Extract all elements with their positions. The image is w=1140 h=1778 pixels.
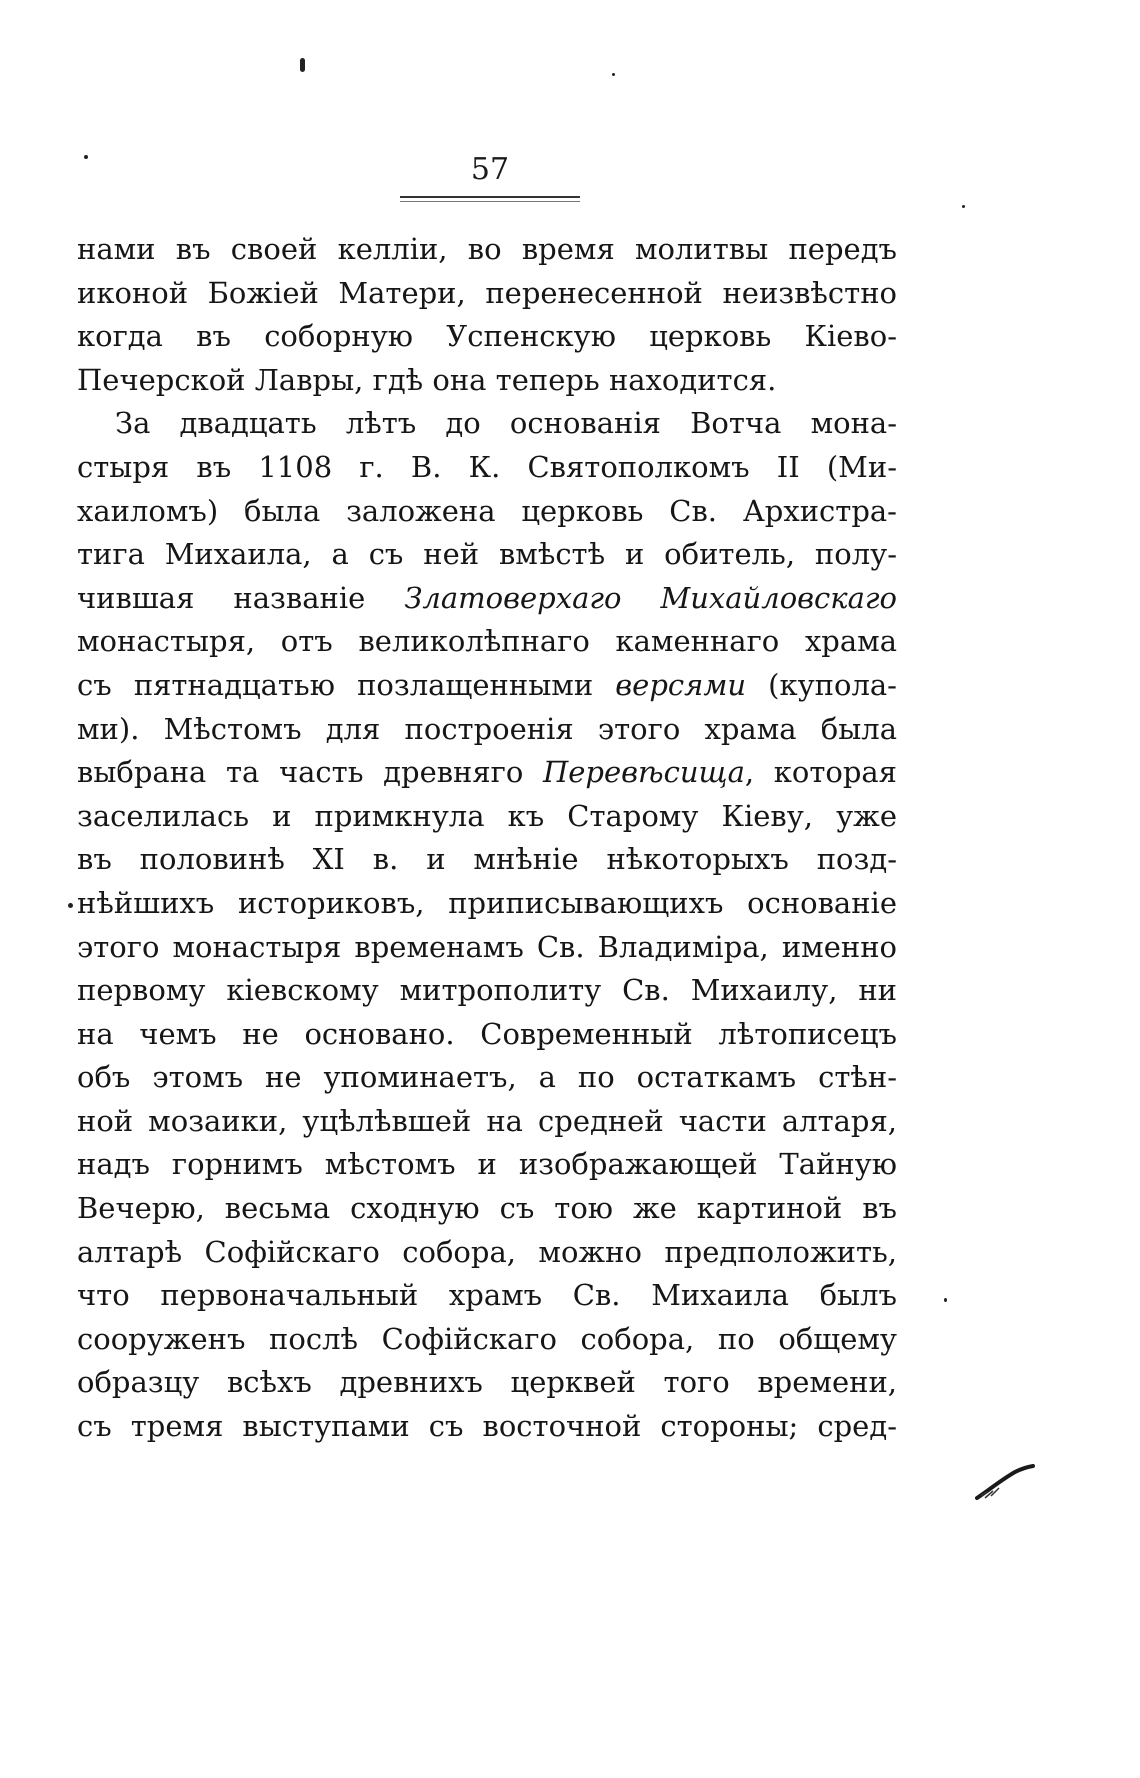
pen-stroke-mark	[975, 1462, 1035, 1502]
italic-text: версями	[615, 667, 747, 702]
text-line	[77, 228, 897, 272]
header-rule-thin	[400, 201, 580, 202]
text-line	[77, 490, 897, 534]
text-segment: сооруженъ послѣ Софійскаго собора, по общему	[77, 1321, 897, 1356]
text-line	[77, 926, 897, 970]
text-segment: заселилась и примкнула къ Старому Кіеву, уже	[77, 798, 897, 833]
text-line	[77, 402, 897, 446]
text-segment: ной мозаики, уцѣлѣвшей на средней части алтаря,	[77, 1103, 897, 1138]
text-line	[77, 1187, 897, 1231]
text-line	[77, 1318, 897, 1362]
text-segment: съ пятнадцатью позлащенными	[77, 667, 616, 702]
ink-speck	[944, 1298, 947, 1302]
text-line	[77, 533, 897, 577]
body-text	[77, 228, 897, 1449]
text-segment: За двадцать лѣтъ до основанія Вотча мона-	[115, 406, 897, 441]
text-line	[77, 1100, 897, 1144]
text-line	[77, 577, 897, 621]
text-segment: когда въ соборную Успенскую церковь Кіево-	[77, 319, 897, 354]
text-segment: Вечерю, весьма сходную съ тою же картиной въ	[77, 1191, 897, 1226]
ink-speck	[68, 903, 73, 908]
page-number: 57	[470, 152, 510, 187]
text-line	[77, 751, 897, 795]
text-line	[77, 795, 897, 839]
text-segment: стыря въ 1108 г. В. К. Святополкомъ II (Ми-	[77, 449, 897, 484]
text-segment: въ половинѣ XI в. и мнѣніе нѣкоторыхъ позд-	[77, 842, 897, 877]
header-rule	[400, 196, 580, 198]
text-segment: монастыря, отъ великолѣпнаго каменнаго храма	[77, 624, 897, 659]
text-segment: иконой Божіей Матери, перенесенной неизвѣстно	[77, 275, 897, 310]
text-line	[77, 1231, 897, 1275]
text-segment: образцу всѣхъ древнихъ церквей того времени,	[77, 1365, 897, 1400]
text-line	[77, 1361, 897, 1405]
text-line	[77, 708, 897, 752]
text-segment: ми). Мѣстомъ для построенія этого храма была	[77, 711, 897, 746]
text-segment: первому кіевскому митрополиту Св. Михаилу, ни	[77, 973, 897, 1008]
text-segment: Печерской Лавры, гдѣ она теперь находится.	[77, 362, 777, 397]
text-line	[77, 882, 897, 926]
text-line	[77, 838, 897, 882]
text-segment: съ тремя выступами съ восточной стороны; сред-	[77, 1409, 897, 1444]
text-segment: алтарѣ Софійскаго собора, можно предположить,	[77, 1234, 897, 1269]
text-line	[77, 664, 897, 708]
text-line	[77, 272, 897, 316]
text-line	[77, 315, 897, 359]
text-segment: , которая	[744, 755, 897, 790]
text-line	[77, 969, 897, 1013]
text-segment: нѣйшихъ историковъ, приписывающихъ основаніе	[77, 885, 897, 920]
text-line	[77, 446, 897, 490]
text-segment: хаиломъ) была заложена церковь Св. Архистра-	[77, 493, 897, 528]
text-line	[77, 620, 897, 664]
italic-text: Златоверхаго Михайловскаго	[404, 580, 897, 615]
text-line	[77, 359, 897, 403]
text-segment: выбрана та часть древняго	[77, 755, 543, 790]
text-segment: что первоначальный храмъ Св. Михаила былъ	[77, 1278, 897, 1313]
text-line	[77, 1274, 897, 1318]
text-line	[77, 1013, 897, 1057]
ink-speck	[84, 155, 88, 159]
text-segment: (купола-	[746, 667, 897, 702]
text-segment: тига Михаила, а съ ней вмѣстѣ и обитель, полу-	[77, 537, 897, 572]
text-line	[77, 1405, 897, 1449]
text-line	[77, 1143, 897, 1187]
ink-speck	[962, 205, 965, 208]
text-line	[77, 1056, 897, 1100]
text-segment: надъ горнимъ мѣстомъ и изображающей Тайную	[77, 1147, 897, 1182]
text-segment: нами въ своей келліи, во время молитвы передъ	[77, 232, 897, 266]
text-segment: чившая названіе	[77, 580, 405, 615]
italic-text: Перевѣсища	[542, 755, 745, 790]
text-segment: на чемъ не основано. Современный лѣтописецъ	[77, 1016, 897, 1051]
text-segment: объ этомъ не упоминаетъ, а по остаткамъ стѣн-	[77, 1060, 897, 1095]
text-segment: этого монастыря временамъ Св. Владиміра, именно	[77, 929, 897, 964]
ink-speck	[300, 58, 305, 72]
ink-speck	[612, 73, 615, 76]
